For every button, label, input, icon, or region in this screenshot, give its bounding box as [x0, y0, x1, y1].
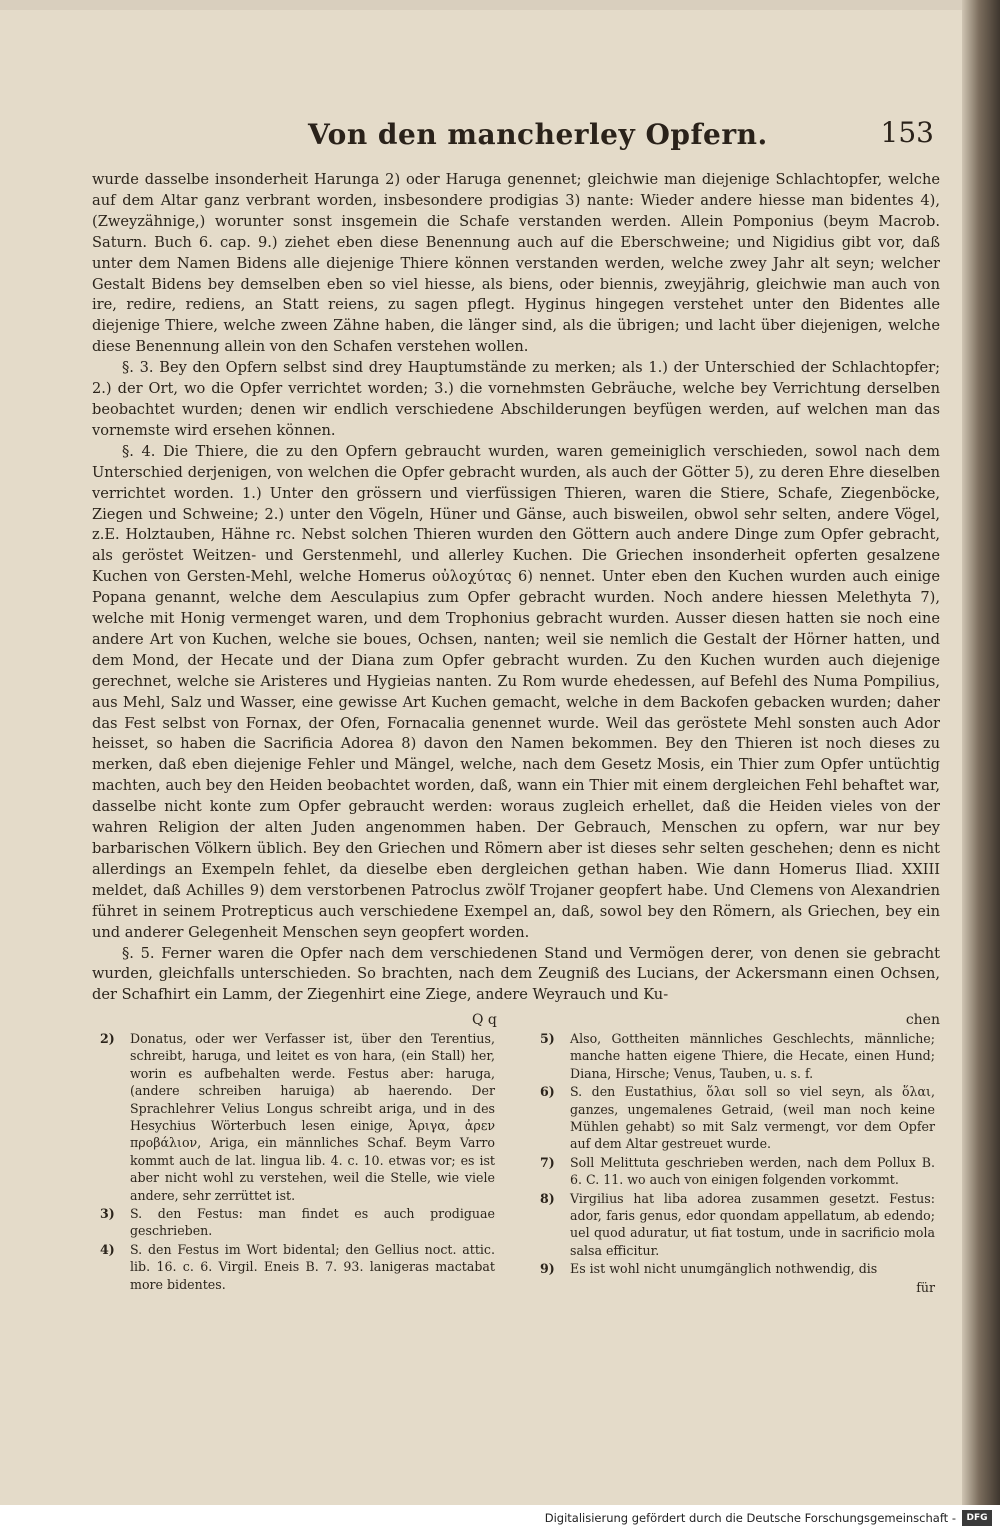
paragraph-1: wurde dasselbe insonderheit Harunga 2) oder Haruga genennet; gleichwie man diejenige Schlachtopfer, welche auf dem Altar ganz verbrant worden, insbesondere prodigias 3) nante: Wieder andere hiesse man bidentes 4), (Zweyzähnige,) worunter sonst insgemein die Schafe verstanden werden. Allein Pomponius (beym Macrob. Saturn. Buch 6. cap. 9.) ziehet eben diese Benennung auch auf die Eberschweine; und Nigidius gibt vor, daß unter dem Namen Bidens alle diejenige Thiere können verstanden werden, welche zwey Jahr alt seyn; welcher Gestalt Bidens bey demselben eben so viel hiesse, als biens, oder biennis, zweyjährig, gleichwie man auch von ire, redire, rediens, an Statt reiens, zu sagen pflegt. Hyginus hingegen verstehet unter den Bidentes alle diejenige Thiere, welche zween Zähne haben, die länger sind, als die übrigen; und lacht über diejenigen, welche diese Benennung allein von den Schafen verstehen wollen.	[92, 171, 940, 356]
footnote-text: Also, Gottheiten männliches Geschlechts, männliche; manche hatten eigene Thiere, die Hecate, einen Hund; Diana, Hirsche; Venus, Tauben, u. s. f.	[570, 1031, 935, 1081]
footnote	[540, 1083, 935, 1153]
footnote-mark: 4)	[100, 1241, 115, 1257]
footnote-mark: 5)	[540, 1031, 555, 1046]
page-binding-edge	[962, 0, 1000, 1505]
paragraph-2: §. 3. Bey den Opfern selbst sind drey Hauptumstände zu merken; als 1.) der Unterschied der Schlachtopfer; 2.) der Ort, wo die Opfer verrichtet worden; 3.) die vornehmsten Gebräuche, welche bey Verrichtung derselben beobachtet wurden; denen wir endlich verschiedene Abschilderungen beyfügen werden, auf welchen man das vornemste wird ersehen können.	[92, 359, 940, 439]
page-header	[90, 116, 940, 160]
footnote-text: Virgilius hat liba adorea zusammen gesetzt. Festus: ador, faris genus, edor quondam appellatum, ab edendo; uel quod aduratur, ut fiat tostum, unde in sacrificio mola salsa efficitur.	[570, 1190, 935, 1258]
footnote	[540, 1260, 935, 1277]
footnote	[100, 1030, 495, 1204]
catchword: chen	[905, 1012, 940, 1028]
footnote-mark: 3)	[100, 1206, 115, 1222]
footnote-mark: 7)	[540, 1154, 555, 1170]
footnote-mark: 2)	[100, 1031, 115, 1046]
page-top-edge	[0, 0, 1000, 10]
running-head: Von den mancherley Opfern.	[308, 118, 768, 151]
footer-credit: Digitalisierung gefördert durch die Deutsche Forschungsgemeinschaft -	[544, 1511, 956, 1525]
footnotes	[100, 1030, 940, 1300]
footnote-text: Soll Melittuta geschrieben werden, nach dem Pollux B. 6. C. 11. wo auch von einigen folgenden vorkommt.	[570, 1154, 935, 1188]
page-number: 153	[880, 116, 934, 149]
digitization-footer	[0, 1505, 1000, 1532]
footnotes-right-column	[540, 1030, 935, 1296]
footnote-mark: 9)	[540, 1261, 555, 1277]
footnote-catchword: für	[916, 1279, 935, 1295]
footnote-text: S. den Eustathius, ὅλαι soll so viel seyn, als ὅλαι, ganzes, ungemalenes Getraid, (weil man noch keine Mühlen gehabt) so mit Salz vermengt, vor dem Opfer auf dem Altar gestreuet wurde.	[570, 1084, 935, 1152]
signature-mark: Q q	[472, 1012, 497, 1028]
footnote	[100, 1205, 495, 1240]
paragraph-4: §. 5. Ferner waren die Opfer nach dem verschiedenen Stand und Vermögen derer, von denen sie gebracht wurden, gleichfalls unterschieden. So brachten, nach dem Zeugniß des Lucians, der Ackersmann einen Ochsen, der Schafhirt ein Lamm, der Ziegenhirt eine Ziege, andere Weyrauch und Ku-	[92, 944, 940, 1004]
footnote	[540, 1190, 935, 1260]
footnote-text: Es ist wohl nicht unumgänglich nothwendig, dis	[570, 1261, 878, 1277]
footnote	[540, 1154, 935, 1189]
footnote	[540, 1030, 935, 1082]
footnote-text: Donatus, oder wer Verfasser ist, über den Terentius, schreibt, haruga, und leitet es von hara, (ein Stall) her, worin es aufbehalten werde. Festus aber: haruga, (andere schreiben haruiga) ab haerendo. Der Sprachlehrer Velius Longus schreibt ariga, und in des Hesychius Wörterbuch lesen einige, Ἀριγα, ἀρεν προβάλιον, Ariga, ein männliches Schaf. Beym Varro kommt auch de lat. lingua lib. 4. c. 10. etwas vor; es ist aber nicht wohl zu verstehen, weil die Stelle, wie viele andere, sehr zerrüttet ist.	[130, 1031, 495, 1203]
footnote-text: S. den Festus: man findet es auch prodiguae geschrieben.	[130, 1206, 495, 1239]
dfg-logo-icon: DFG	[962, 1510, 992, 1526]
main-text	[92, 170, 940, 1018]
footnote	[100, 1241, 495, 1293]
footnotes-left-column	[100, 1030, 495, 1294]
footnote-mark: 6)	[540, 1084, 555, 1100]
footnote-text: S. den Festus im Wort bidental; den Gellius noct. attic. lib. 16. c. 6. Virgil. Eneis B. 7. 93. lanigeras mactabat more bidentes.	[130, 1241, 495, 1292]
paragraph-3: §. 4. Die Thiere, die zu den Opfern gebraucht wurden, waren gemeiniglich verschieden, sowol nach dem Unterschied derjenigen, von welchen die Opfer gebracht wurden, als auch der Götter 5), zu deren Ehre dieselben verrichtet worden. 1.) Unter den grössern und vierfüssigen Thieren, waren die Stiere, Schafe, Ziegenböcke, Ziegen und Schweine; 2.) unter den Vögeln, Hüner und Gänse, auch bisweilen, obwol sehr selten, andere Vögel, z.E. Holztauben, Hähne rc. Nebst solchen Thieren wurden den Göttern auch andere Dinge zum Opfer gebracht, als geröstet Weitzen- und Gerstenmehl, und allerley Kuchen. Die Griechen insonderheit opferten gesalzene Kuchen von Gersten-Mehl, welche Homerus οὐλοχύτας 6) nennet. Unter eben den Kuchen wurden auch einige Popana genannt, welche dem Aesculapius zum Opfer gebracht wurden. Noch andere hiessen Melethyta 7), welche mit Honig vermenget waren, und dem Trophonius gebracht wurden. Ausser diesen hatten sie noch eine andere Art von Kuchen, welche sie boues, Ochsen, nanten; weil sie nemlich die Gestalt der Hörner hatten, und dem Mond, der Hecate und der Diana zum Opfer gebracht wurden. Zu den Kuchen wurden auch diejenige gerechnet, welche sie Aristeres und Hygieias nanten. Zu Rom wurde ehedessen, auf Befehl des Numa Pompilius, aus Mehl, Salz und Wasser, eine gewisse Art Kuchen gemacht, welche in dem Backofen gebacken wurden; daher das Fest selbst von Fornax, der Ofen, Fornacalia genennet wurde. Weil das geröstete Mehl sonsten auch Ador heisset, so haben die Sacrificia Adorea 8) davon den Namen bekommen. Bey den Thieren ist noch dieses zu merken, daß eben diejenige Fehler und Mängel, welche, nach dem Gesetz Mosis, ein Thier zum Opfer untüchtig machten, auch bey den Heiden beobachtet worden, daß, wann ein Thier mit einem dergleichen Fehl behaftet war, dasselbe nicht konte zum Opfer gebraucht werden: woraus zugleich erhellet, daß die Heiden vieles von der wahren Religion der alten Juden angenommen haben. Der Gebrauch, Menschen zu opfern, war nur bey barbarischen Völkern üblich. Bey den Griechen und Römern aber ist dieses sehr selten geschehen; denn es nicht allerdings an Exempeln fehlet, da dieselbe eben dergleichen gethan haben. Wie dann Homerus Iliad. XXIII meldet, daß Achilles 9) dem verstorbenen Patroclus zwölf Trojaner geopfert habe. Und Clemens von Alexandrien führet in seinem Protrepticus auch verschiedene Exempel an, daß, sowol bey den Römern, als Griechen, bey ein und anderer Gelegenheit Menschen seyn geopfert worden.	[92, 442, 940, 941]
footnote-mark: 8)	[540, 1190, 555, 1206]
